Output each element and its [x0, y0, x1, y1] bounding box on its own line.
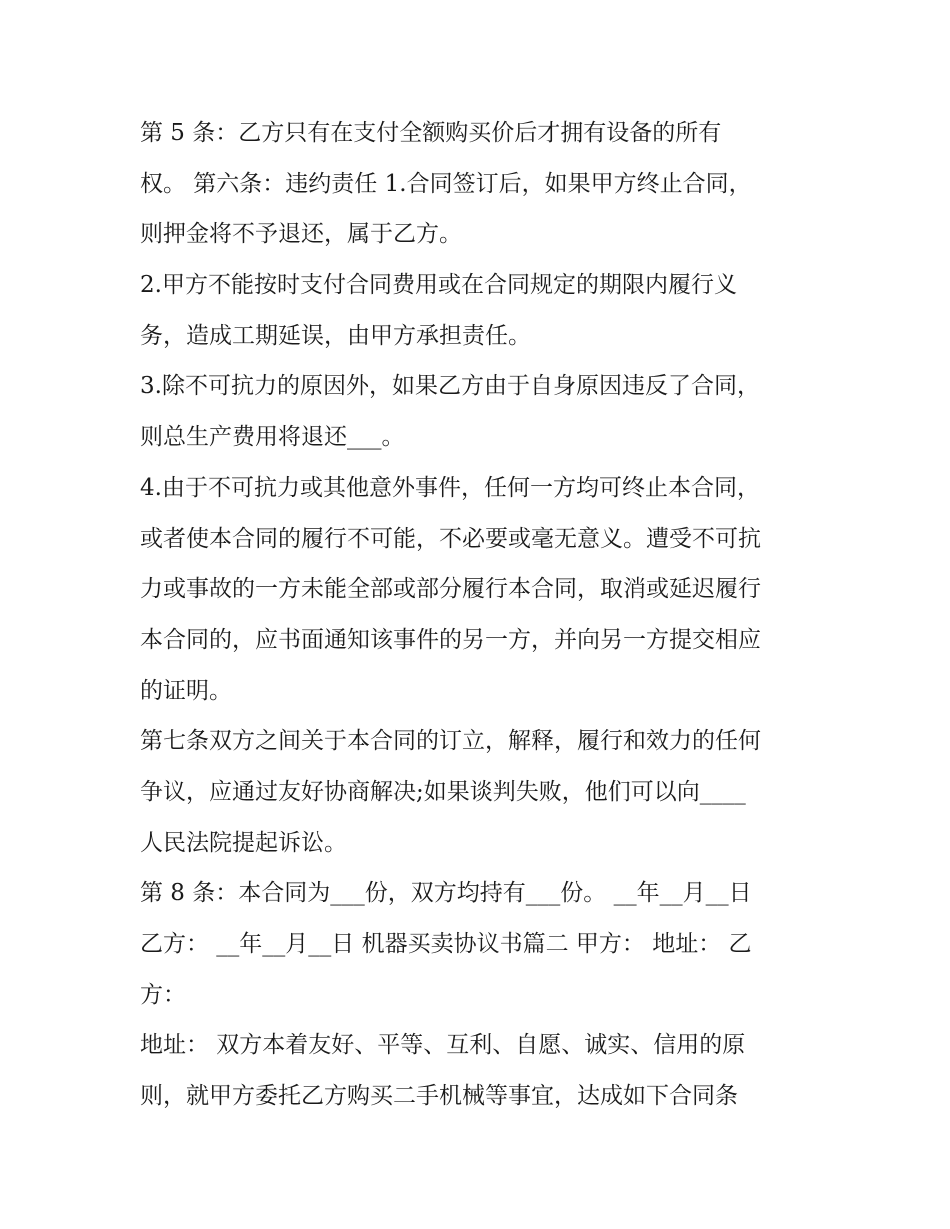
text-line: 4.由于不可抗力或其他意外事件，任何一方均可终止本合同，: [140, 474, 760, 501]
text-line: 乙方： __年__月__日 机器买卖协议书篇二 甲方： 地址： 乙: [140, 931, 752, 957]
document-body: [140, 108, 830, 1122]
text-line: 第 5 条：乙方只有在支付全额购买价后才拥有设备的所有: [140, 120, 722, 146]
text-line: 地址： 双方本着友好、平等、互利、自愿、诚实、信用的原: [140, 1032, 746, 1059]
text-line: 则，就甲方委托乙方购买二手机械等事宜，达成如下合同条: [140, 1083, 738, 1110]
text-line: 第七条双方之间关于本合同的订立，解释，履行和效力的任何: [140, 728, 761, 755]
text-line: 的证明。: [140, 677, 232, 704]
text-line: 3.除不可抗力的原因外，如果乙方由于自身原因违反了合同，: [140, 373, 760, 400]
text-line: 力或事故的一方未能全部或部分履行本合同，取消或延迟履行: [140, 576, 761, 603]
text-line: 方：: [140, 981, 186, 1008]
text-line: 第 8 条：本合同为___份，双方均持有___份。 __年__月__日: [140, 880, 752, 907]
text-line: 则押金将不予退还，属于乙方。: [140, 221, 462, 248]
text-line: 则总生产费用将退还___。: [140, 424, 405, 451]
text-line: 本合同的，应书面通知该事件的另一方，并向另一方提交相应: [140, 626, 761, 653]
text-line: 争议，应通过友好协商解决;如果谈判失败，他们可以向____: [140, 778, 746, 805]
text-line: 或者使本合同的履行不可能，不必要或毫无意义。遭受不可抗: [140, 525, 761, 552]
text-line: 务，造成工期延误，由甲方承担责任。: [140, 322, 531, 349]
text-line: 权。 第六条：违约责任 1.合同签订后，如果甲方终止合同，: [140, 170, 752, 197]
text-line: 人民法院提起诉讼。: [140, 829, 347, 856]
text-line: 2.甲方不能按时支付合同费用或在合同规定的期限内履行义: [140, 272, 737, 299]
